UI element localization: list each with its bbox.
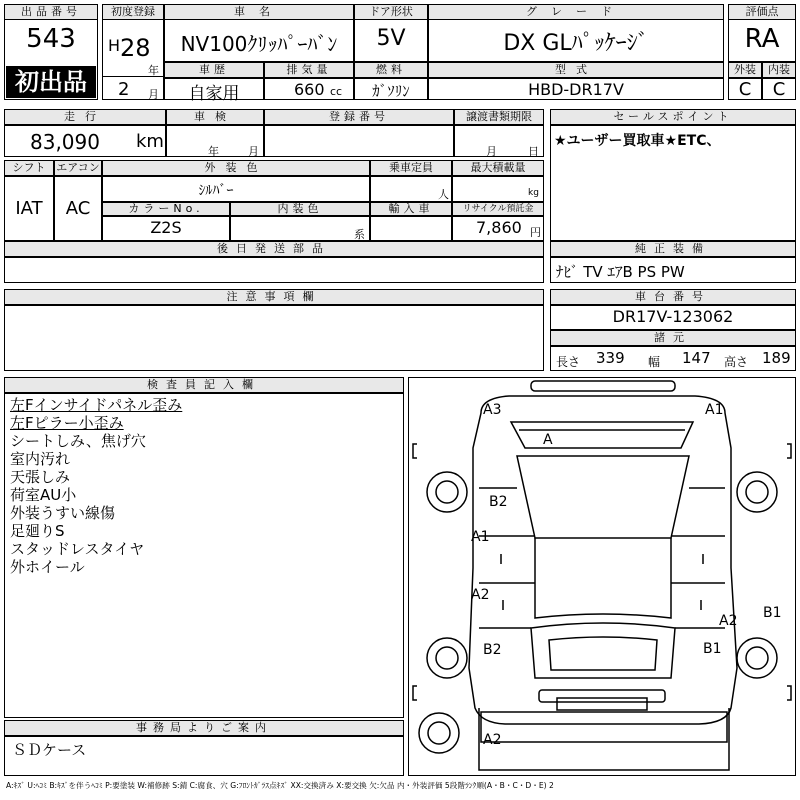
- grade-label: グレード: [428, 4, 724, 20]
- sales-point-text: ★ユーザー買取車★ETC、: [554, 133, 721, 149]
- interior-score: C: [772, 79, 786, 100]
- recycle-label: リサイクル預託金: [452, 202, 544, 216]
- mileage-label: 走行: [4, 109, 166, 125]
- interior-label: 内装: [762, 62, 796, 78]
- history-label: 車歴: [164, 62, 264, 78]
- history: 自家用: [188, 84, 240, 104]
- max-load-unit: kg: [528, 188, 539, 198]
- shift-label: シフト: [4, 160, 54, 176]
- caution-cell: [4, 305, 544, 371]
- color-no-label: カラーNo.: [102, 202, 230, 216]
- ext-color: ｼﾙﾊﾞｰ: [198, 183, 234, 199]
- door-type: 5V: [376, 26, 406, 51]
- car-name-label: 車名: [164, 4, 354, 20]
- model-label: 型式: [428, 62, 724, 78]
- first-listing-badge: 初出品: [6, 66, 96, 98]
- exterior-label: 外装: [728, 62, 762, 78]
- tr-month-unit: 月: [486, 145, 497, 158]
- inspector-note: 荷室AU小: [10, 486, 77, 504]
- displacement: 660: [294, 80, 325, 99]
- height-label: 高さ: [724, 355, 749, 369]
- lot-number: 543: [26, 24, 76, 54]
- fuel: ｶﾞｿﾘﾝ: [372, 82, 410, 100]
- mark-a1-top: A1: [705, 402, 724, 418]
- caution-label: 注意事項欄: [4, 289, 544, 305]
- equipment: ﾅﾋﾞ TV ｴｱB PS PW: [556, 263, 685, 281]
- length: 339: [596, 349, 625, 367]
- transfer-label: 譲渡書類期限: [454, 109, 544, 125]
- exterior-score: C: [738, 79, 752, 100]
- displacement-label: 排気量: [264, 62, 354, 78]
- shift: IAT: [15, 198, 43, 219]
- car-diagram-svg: [409, 378, 795, 775]
- inspector-note: 外装うすい線傷: [10, 504, 116, 522]
- mark-b2-upper: B2: [489, 494, 508, 510]
- recycle-unit: 円: [530, 226, 541, 239]
- inspector-note: 左Fインサイドパネル歪み: [10, 396, 183, 414]
- mark-a1-left: A1: [471, 529, 490, 545]
- width: 147: [682, 349, 711, 367]
- ac: AC: [65, 198, 91, 219]
- car-diagram: [408, 377, 796, 776]
- mark-a-glass: A: [543, 432, 553, 448]
- inspector-note: 左Fピラー小歪み: [10, 414, 124, 432]
- later-parts-cell: [4, 257, 544, 283]
- color-no: Z2S: [150, 218, 182, 237]
- reg-no-cell: [264, 125, 454, 157]
- insp-year-unit: 年: [208, 145, 219, 158]
- inspector-note: 足廻りS: [10, 522, 65, 540]
- mark-a2-left: A2: [471, 587, 490, 603]
- inspector-note: スタッドレスタイヤ: [10, 540, 145, 558]
- chassis-number: DR17V-123062: [612, 307, 734, 326]
- inspection-label: 車検: [166, 109, 264, 125]
- dims-cell: [550, 346, 796, 371]
- import-cell: [370, 216, 452, 241]
- office-text: ＳＤケース: [12, 741, 87, 759]
- office-label: 事務局よりご案内: [4, 720, 404, 736]
- height: 189: [762, 349, 791, 367]
- dims-label: 諸元: [550, 330, 796, 346]
- mileage-unit: km: [136, 131, 164, 152]
- year-unit: 年: [148, 64, 159, 77]
- first-reg-label: 初度登録: [102, 4, 164, 20]
- mark-a2-right: A2: [719, 613, 738, 629]
- length-label: 長さ: [556, 355, 581, 369]
- ext-color-label: 外装色: [102, 160, 370, 176]
- tr-day-unit: 日: [528, 145, 539, 158]
- int-color-unit: 系: [354, 228, 365, 241]
- mark-b1-side: B1: [763, 605, 782, 621]
- grade: DX GLﾊﾟｯｹｰｼﾞ: [503, 31, 649, 56]
- mark-b1-lower: B1: [703, 641, 722, 657]
- reg-year: 28: [120, 34, 151, 62]
- capacity-label: 乗車定員: [370, 160, 452, 176]
- inspector-notes: [10, 396, 182, 576]
- width-label: 幅: [648, 355, 661, 369]
- score: RA: [744, 24, 780, 54]
- era: H: [108, 36, 121, 55]
- mileage: 83,090: [30, 130, 100, 154]
- inspector-label: 検査員記入欄: [4, 377, 404, 393]
- fuel-label: 燃料: [354, 62, 428, 78]
- recycle: 7,860: [476, 218, 522, 237]
- lot-label: 出品番号: [4, 4, 98, 20]
- inspector-note: 室内汚れ: [10, 450, 71, 468]
- max-load-label: 最大積載量: [452, 160, 544, 176]
- insp-month-unit: 月: [248, 145, 259, 158]
- month-unit: 月: [148, 88, 159, 101]
- sales-point-label: セールスポイント: [550, 109, 796, 125]
- mark-b2-lower: B2: [483, 642, 502, 658]
- reg-month: 2: [118, 79, 130, 100]
- door-label: ドア形状: [354, 4, 428, 20]
- later-parts-label: 後日発送部品: [4, 241, 544, 257]
- legend: A:ｷｽﾞ U:ﾍｺﾐ B:ｷｽﾞを伴うﾍｺﾐ P:要塗装 W:補修跡 S:錆 C:腐食、穴 G:ﾌﾛﾝﾄｶﾞﾗｽ点ｷｽﾞ XX:交換済み X:要交換 欠:欠品 内・外装評価 5段階ﾗﾝｸ順(A・B・C・D・E) 2: [6, 781, 554, 790]
- reg-no-label: 登録番号: [264, 109, 454, 125]
- capacity-unit: 人: [438, 188, 449, 201]
- model: HBD-DR17V: [528, 80, 624, 99]
- displacement-unit: cc: [330, 85, 343, 98]
- score-label: 評価点: [728, 4, 796, 20]
- car-name: NV100ｸﾘｯﾊﾟｰﾊﾞﾝ: [180, 32, 338, 56]
- inspector-note: 外ホイール: [10, 558, 85, 576]
- mark-a3: A3: [483, 402, 502, 418]
- inspector-note: 天張しみ: [10, 468, 71, 486]
- int-color-cell: [230, 216, 370, 241]
- inspector-note: シートしみ、焦げ穴: [10, 432, 146, 450]
- ac-label: エアコン: [54, 160, 102, 176]
- int-color-label: 内装色: [230, 202, 370, 216]
- equipment-label: 純正装備: [550, 241, 796, 257]
- mark-a2-bottom: A2: [483, 732, 502, 748]
- chassis-label: 車台番号: [550, 289, 796, 305]
- import-label: 輸入車: [370, 202, 452, 216]
